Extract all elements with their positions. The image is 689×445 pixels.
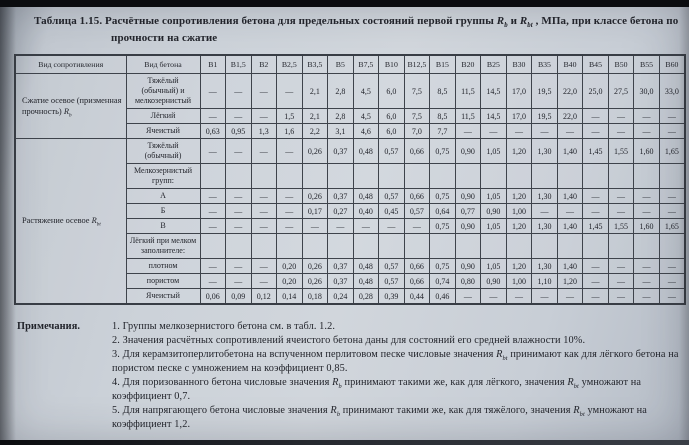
value-cell: — (583, 259, 609, 274)
value-cell: 0,09 (226, 289, 252, 305)
value-cell: 0,90 (455, 139, 481, 164)
value-cell: 1,65 (659, 139, 685, 164)
value-cell: — (557, 204, 583, 219)
value-cell: 0,57 (379, 189, 405, 204)
value-cell: — (200, 74, 226, 109)
scan-top-edge (0, 0, 689, 7)
value-cell: 1,00 (506, 274, 532, 289)
value-cell: 2,1 (302, 109, 328, 124)
value-cell: 0,66 (404, 189, 430, 204)
row-label-cell: В (126, 219, 200, 234)
class-header-cell: В2,5 (277, 55, 303, 74)
value-cell: 1,05 (481, 259, 507, 274)
value-cell: 0,80 (455, 274, 481, 289)
value-cell: 0,57 (379, 274, 405, 289)
value-cell (583, 164, 609, 189)
value-cell: 0,64 (430, 204, 456, 219)
value-cell: 2,2 (302, 124, 328, 139)
class-header-cell: В50 (608, 55, 634, 74)
value-cell: 0,44 (404, 289, 430, 305)
value-cell: 0,40 (353, 204, 379, 219)
value-cell (532, 164, 558, 189)
value-cell: 1,60 (634, 139, 660, 164)
value-cell: 0,46 (430, 289, 456, 305)
value-cell: 1,05 (481, 139, 507, 164)
value-cell: 1,20 (557, 274, 583, 289)
class-header-cell: В1 (200, 55, 226, 74)
value-cell: — (659, 274, 685, 289)
value-cell: 25,0 (583, 74, 609, 109)
value-cell: — (455, 289, 481, 305)
class-header-cell: В7,5 (353, 55, 379, 74)
value-cell: — (277, 74, 303, 109)
value-cell: 0,39 (379, 289, 405, 305)
value-cell (481, 234, 507, 259)
value-cell (379, 164, 405, 189)
value-cell: 0,57 (404, 204, 430, 219)
value-cell: 1,40 (557, 189, 583, 204)
value-cell: 0,37 (328, 189, 354, 204)
row-label-cell: Мелкозернистый групп: (126, 164, 200, 189)
value-cell: 3,1 (328, 124, 354, 139)
value-cell: — (277, 189, 303, 204)
value-cell: — (608, 274, 634, 289)
value-cell: — (634, 274, 660, 289)
value-cell: — (659, 259, 685, 274)
value-cell: — (226, 109, 252, 124)
value-cell (251, 164, 277, 189)
row-label-cell: Тяжёлый (обычный) и мелкозернистый (126, 74, 200, 109)
value-cell: — (251, 189, 277, 204)
value-cell: — (200, 259, 226, 274)
value-cell: 0,17 (302, 204, 328, 219)
value-cell: 0,48 (353, 274, 379, 289)
class-header-cell: В1,5 (226, 55, 252, 74)
value-cell: 17,0 (506, 109, 532, 124)
value-cell: 27,5 (608, 74, 634, 109)
value-cell: — (251, 259, 277, 274)
value-cell: — (634, 289, 660, 305)
value-cell: — (634, 124, 660, 139)
class-header-cell: В10 (379, 55, 405, 74)
class-header-cell: В15 (430, 55, 456, 74)
value-cell: 0,12 (251, 289, 277, 305)
group-label-cell: Растяжение осевое $R_{bt}$ (15, 139, 126, 305)
concrete-resistance-table (14, 54, 686, 305)
row-label-cell: Тяжёлый (обычный) (126, 139, 200, 164)
value-cell: — (506, 289, 532, 305)
value-cell: — (506, 124, 532, 139)
value-cell (353, 234, 379, 259)
value-cell: 0,66 (404, 274, 430, 289)
value-cell: 1,30 (532, 259, 558, 274)
value-cell (200, 164, 226, 189)
value-cell: — (455, 124, 481, 139)
value-cell: — (200, 219, 226, 234)
class-header-cell: В40 (557, 55, 583, 74)
class-header-cell: В45 (583, 55, 609, 74)
resistance-type-header: Вид сопротивления (15, 55, 126, 74)
value-cell: 0,27 (328, 204, 354, 219)
value-cell: 1,65 (659, 219, 685, 234)
value-cell (379, 234, 405, 259)
value-cell (608, 164, 634, 189)
value-cell: 1,55 (608, 219, 634, 234)
value-cell: 0,37 (328, 259, 354, 274)
value-cell (404, 234, 430, 259)
value-cell: — (659, 109, 685, 124)
value-cell: — (226, 139, 252, 164)
class-header-cell: В20 (455, 55, 481, 74)
value-cell: — (251, 109, 277, 124)
value-cell: 4,5 (353, 109, 379, 124)
header-row (15, 55, 685, 74)
value-cell: 4,6 (353, 124, 379, 139)
value-cell: 0,90 (481, 274, 507, 289)
class-header-cell: В5 (328, 55, 354, 74)
value-cell: 0,63 (200, 124, 226, 139)
value-cell: — (379, 219, 405, 234)
value-cell: 1,10 (532, 274, 558, 289)
value-cell: 1,20 (506, 139, 532, 164)
class-header-cell: В30 (506, 55, 532, 74)
row-label-cell: Ячеистый (126, 289, 200, 305)
value-cell: — (659, 189, 685, 204)
value-cell: 0,26 (302, 259, 328, 274)
value-cell: 0,90 (455, 189, 481, 204)
value-cell: — (251, 74, 277, 109)
value-cell: — (481, 289, 507, 305)
value-cell: 0,20 (277, 259, 303, 274)
value-cell: 0,14 (277, 289, 303, 305)
note-item: 2. Значения расчётных сопротивлений ячеистого бетона даны для состояний его средней влажности 10%. (112, 335, 586, 346)
table-body (15, 74, 685, 305)
value-cell: 11,5 (455, 74, 481, 109)
value-cell (200, 234, 226, 259)
value-cell: 7,0 (404, 124, 430, 139)
value-cell: 0,90 (455, 219, 481, 234)
value-cell: 7,5 (404, 74, 430, 109)
value-cell: — (532, 124, 558, 139)
value-cell: 0,66 (404, 259, 430, 274)
value-cell: — (634, 259, 660, 274)
value-cell: 8,5 (430, 109, 456, 124)
value-cell: 1,05 (481, 189, 507, 204)
value-cell: — (583, 204, 609, 219)
value-cell (532, 234, 558, 259)
value-cell: 19,5 (532, 109, 558, 124)
value-cell: — (200, 189, 226, 204)
value-cell: — (200, 109, 226, 124)
value-cell: 4,5 (353, 74, 379, 109)
row-label-cell: Ячеистый (126, 124, 200, 139)
value-cell (277, 234, 303, 259)
value-cell: — (583, 124, 609, 139)
value-cell: 0,75 (430, 189, 456, 204)
value-cell (251, 234, 277, 259)
value-cell: — (277, 204, 303, 219)
value-cell: 0,74 (430, 274, 456, 289)
value-cell: — (251, 139, 277, 164)
value-cell: 1,20 (506, 219, 532, 234)
value-cell: 0,66 (404, 139, 430, 164)
row-label-cell: плотном (126, 259, 200, 274)
value-cell: — (226, 189, 252, 204)
table-row (15, 139, 685, 164)
value-cell: — (226, 219, 252, 234)
value-cell: 14,5 (481, 109, 507, 124)
value-cell: — (226, 74, 252, 109)
note-item: 1. Группы мелкозернистого бетона см. в табл. 1.2. (112, 321, 336, 332)
value-cell: — (226, 259, 252, 274)
value-cell: — (251, 274, 277, 289)
value-cell: — (532, 204, 558, 219)
value-cell: — (557, 289, 583, 305)
value-cell: 1,60 (634, 219, 660, 234)
value-cell: 0,90 (481, 204, 507, 219)
value-cell: — (404, 219, 430, 234)
class-header-cell: В60 (659, 55, 685, 74)
value-cell: — (583, 289, 609, 305)
value-cell: — (583, 109, 609, 124)
value-cell: 8,5 (430, 74, 456, 109)
class-header-cell: В25 (481, 55, 507, 74)
value-cell: 0,90 (455, 259, 481, 274)
value-cell (634, 234, 660, 259)
value-cell (557, 164, 583, 189)
value-cell (481, 164, 507, 189)
value-cell: 1,40 (557, 219, 583, 234)
note-item: 4. Для поризованного бетона числовые значения $R_b$ принимают такими же, как для лёгкого, значения $R_{bt}$ умножают на коэффициент 0,7. (112, 377, 642, 402)
value-cell: 1,5 (277, 109, 303, 124)
row-label-cell: пористом (126, 274, 200, 289)
value-cell (455, 164, 481, 189)
group-label-cell: Сжатие осевое (призменная прочность) $R_b$ (15, 74, 126, 139)
value-cell: 33,0 (659, 74, 685, 109)
value-cell: 0,26 (302, 189, 328, 204)
value-cell: 6,0 (379, 74, 405, 109)
value-cell (302, 234, 328, 259)
value-cell: 0,18 (302, 289, 328, 305)
value-cell: 1,40 (557, 259, 583, 274)
value-cell: — (608, 289, 634, 305)
value-cell: 0,75 (430, 259, 456, 274)
value-cell: 0,37 (328, 274, 354, 289)
value-cell: — (608, 124, 634, 139)
value-cell: — (608, 109, 634, 124)
value-cell: 14,5 (481, 74, 507, 109)
value-cell: 0,24 (328, 289, 354, 305)
value-cell: 1,55 (608, 139, 634, 164)
row-label-cell: Б (126, 204, 200, 219)
value-cell: — (659, 289, 685, 305)
value-cell: 6,0 (379, 109, 405, 124)
value-cell: 1,20 (506, 259, 532, 274)
value-cell (455, 234, 481, 259)
value-cell: — (302, 219, 328, 234)
value-cell: 0,75 (430, 219, 456, 234)
value-cell: — (532, 289, 558, 305)
row-label-cell: Лёгкий (126, 109, 200, 124)
note-item: 5. Для напрягающего бетона числовые значения $R_b$ принимают такими же, как для тяжёлого, значения $R_{bt}$ умножают на коэффициент 1,2. (112, 405, 647, 430)
value-cell: — (634, 204, 660, 219)
value-cell (506, 164, 532, 189)
row-label-cell: А (126, 189, 200, 204)
value-cell (277, 164, 303, 189)
value-cell: 1,45 (583, 219, 609, 234)
class-header-cell: В12,5 (404, 55, 430, 74)
value-cell: 1,30 (532, 219, 558, 234)
value-cell: 11,5 (455, 109, 481, 124)
value-cell (634, 164, 660, 189)
value-cell: 1,05 (481, 219, 507, 234)
value-cell: — (277, 139, 303, 164)
value-cell: — (251, 204, 277, 219)
class-header-cell: В55 (634, 55, 660, 74)
value-cell: — (634, 189, 660, 204)
value-cell: — (557, 124, 583, 139)
notes-list (112, 320, 685, 432)
value-cell: — (583, 274, 609, 289)
value-cell: — (353, 219, 379, 234)
value-cell (302, 164, 328, 189)
value-cell: 1,3 (251, 124, 277, 139)
value-cell: 0,20 (277, 274, 303, 289)
value-cell (226, 234, 252, 259)
value-cell: 30,0 (634, 74, 660, 109)
value-cell: 2,8 (328, 109, 354, 124)
value-cell (328, 234, 354, 259)
scan-bottom-edge (0, 440, 689, 445)
value-cell: — (608, 259, 634, 274)
class-header-cell: В3,5 (302, 55, 328, 74)
value-cell (557, 234, 583, 259)
value-cell (659, 234, 685, 259)
value-cell: 1,30 (532, 189, 558, 204)
value-cell: 22,0 (557, 74, 583, 109)
value-cell: — (583, 189, 609, 204)
row-label-cell: Лёгкий при мелком заполнителе: (126, 234, 200, 259)
value-cell: 0,48 (353, 259, 379, 274)
value-cell: 0,26 (302, 274, 328, 289)
value-cell: — (608, 189, 634, 204)
value-cell: — (277, 219, 303, 234)
value-cell (404, 164, 430, 189)
value-cell: 2,8 (328, 74, 354, 109)
value-cell (608, 234, 634, 259)
value-cell: — (200, 274, 226, 289)
value-cell: 0,48 (353, 189, 379, 204)
class-header-cell: В35 (532, 55, 558, 74)
value-cell: 0,06 (200, 289, 226, 305)
value-cell (430, 234, 456, 259)
value-cell: — (481, 124, 507, 139)
value-cell: — (200, 139, 226, 164)
page-title: Таблица 1.15. Расчётные сопротивления бетона для предельных состояний первой группы $R_b$ и $R_{bt}$ , МПа, при классе бетона по прочности на сжатие (34, 15, 679, 44)
value-cell: 6,0 (379, 124, 405, 139)
value-cell (659, 164, 685, 189)
value-cell (430, 164, 456, 189)
value-cell: — (226, 274, 252, 289)
value-cell: 1,45 (583, 139, 609, 164)
value-cell: — (659, 204, 685, 219)
value-cell: 0,77 (455, 204, 481, 219)
value-cell: 0,95 (226, 124, 252, 139)
notes-label: Примечания. (17, 321, 81, 332)
concrete-type-header: Вид бетона (126, 55, 200, 74)
value-cell: 0,48 (353, 139, 379, 164)
value-cell: 7,7 (430, 124, 456, 139)
value-cell: 0,75 (430, 139, 456, 164)
value-cell: — (608, 204, 634, 219)
value-cell (328, 164, 354, 189)
value-cell: 1,40 (557, 139, 583, 164)
value-cell: 7,5 (404, 109, 430, 124)
value-cell: 0,37 (328, 139, 354, 164)
value-cell: 1,30 (532, 139, 558, 164)
value-cell: — (251, 219, 277, 234)
value-cell: 19,5 (532, 74, 558, 109)
value-cell (506, 234, 532, 259)
value-cell: 0,28 (353, 289, 379, 305)
value-cell: 0,57 (379, 259, 405, 274)
value-cell: 22,0 (557, 109, 583, 124)
value-cell: 0,45 (379, 204, 405, 219)
value-cell: — (634, 109, 660, 124)
value-cell: — (226, 204, 252, 219)
note-item: 3. Для керамзитоперлитобетона на вспученном перлитовом песке числовые значения $R_{bt}$ принимают как для лёгкого бетона на пористом песке с умножением на коэффициент 0,85. (112, 349, 679, 374)
class-header-cell: В2 (251, 55, 277, 74)
value-cell: 0,26 (302, 139, 328, 164)
value-cell: — (200, 204, 226, 219)
notes (17, 320, 685, 432)
value-cell: 1,6 (277, 124, 303, 139)
value-cell: — (659, 124, 685, 139)
value-cell (353, 164, 379, 189)
value-cell: — (328, 219, 354, 234)
value-cell: 1,00 (506, 204, 532, 219)
value-cell: 2,1 (302, 74, 328, 109)
table-row (15, 74, 685, 109)
value-cell: 0,57 (379, 139, 405, 164)
value-cell: 17,0 (506, 74, 532, 109)
value-cell: 1,20 (506, 189, 532, 204)
value-cell (583, 234, 609, 259)
value-cell (226, 164, 252, 189)
